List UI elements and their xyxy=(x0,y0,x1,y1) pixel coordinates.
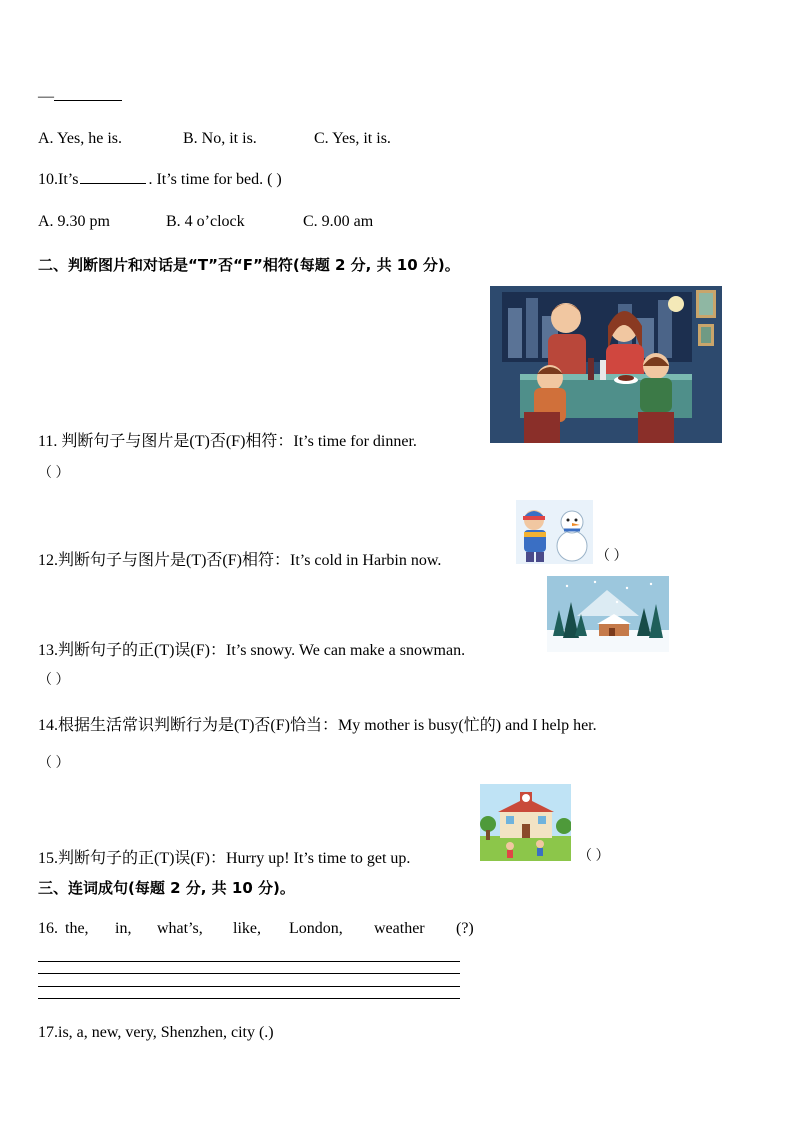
q10-question xyxy=(38,171,282,189)
q9-answer-blank xyxy=(54,100,122,101)
q16-word-4: like, xyxy=(233,920,261,937)
q13-text: 13.判断句子的正(T)误(F)：It’s snowy. We can make a snowman. xyxy=(38,642,466,659)
q9-dash-mark: — xyxy=(38,88,54,105)
q10-option-b: B. 4 o’clock xyxy=(166,213,245,230)
q16-word-2: in, xyxy=(115,920,132,937)
q16-word-6: weather xyxy=(374,920,425,937)
q16-word-3: what’s, xyxy=(157,920,203,937)
q16-answer-line-4[interactable] xyxy=(38,998,460,999)
q11-text: 11. 判断句子与图片是(T)否(F)相符：It’s time for dinner. xyxy=(38,433,417,450)
q16-word-1: the, xyxy=(65,920,89,937)
q16-word-7: (?) xyxy=(456,920,474,937)
q10-suffix: . It’s time for bed. ( ) xyxy=(148,171,282,188)
q16-answer-line-3[interactable] xyxy=(38,986,460,987)
q10-option-a: A. 9.30 pm xyxy=(38,213,110,230)
q9-option-c: C. Yes, it is. xyxy=(314,130,391,147)
q9-option-b: B. No, it is. xyxy=(183,130,257,147)
q11-answer-paren[interactable]: （ ） xyxy=(38,466,70,481)
section-3-title: 三、连词成句(每题 2 分, 共 10 分)。 xyxy=(38,879,295,897)
q15-text: 15.判断句子的正(T)误(F)：Hurry up! It’s time to get up. xyxy=(38,850,411,867)
school-image xyxy=(480,784,571,861)
q9-option-a: A. Yes, he is. xyxy=(38,130,123,147)
section-2-title: 二、判断图片和对话是“T”否“F”相符(每题 2 分, 共 10 分)。 xyxy=(38,256,460,274)
q10-prefix: 10.It’s xyxy=(38,171,79,188)
q12-answer-paren[interactable]: （ ） xyxy=(596,549,628,564)
q16-word-5: London, xyxy=(289,920,343,937)
q10-answer-blank xyxy=(80,183,146,184)
q10-option-c: C. 9.00 am xyxy=(303,213,374,230)
q16-number: 16. xyxy=(38,920,58,937)
q13-answer-paren[interactable]: （ ） xyxy=(38,673,70,688)
family-dinner-image xyxy=(490,286,722,443)
q15-answer-paren[interactable]: （ ） xyxy=(578,849,610,864)
q17-text: 17.is, a, new, very, Shenzhen, city (.) xyxy=(38,1024,274,1041)
q12-text: 12.判断句子与图片是(T)否(F)相符：It’s cold in Harbin now. xyxy=(38,552,442,569)
snowy-village-image xyxy=(547,576,669,652)
q16-answer-line-1[interactable] xyxy=(38,961,460,962)
q9-dash xyxy=(38,88,122,106)
snowman-image xyxy=(516,500,593,564)
q14-text: 14.根据生活常识判断行为是(T)否(F)恰当：My mother is busy(忙的) and I help her. xyxy=(38,717,597,734)
q16-answer-line-2[interactable] xyxy=(38,973,460,974)
q14-answer-paren[interactable]: （ ） xyxy=(38,756,70,771)
